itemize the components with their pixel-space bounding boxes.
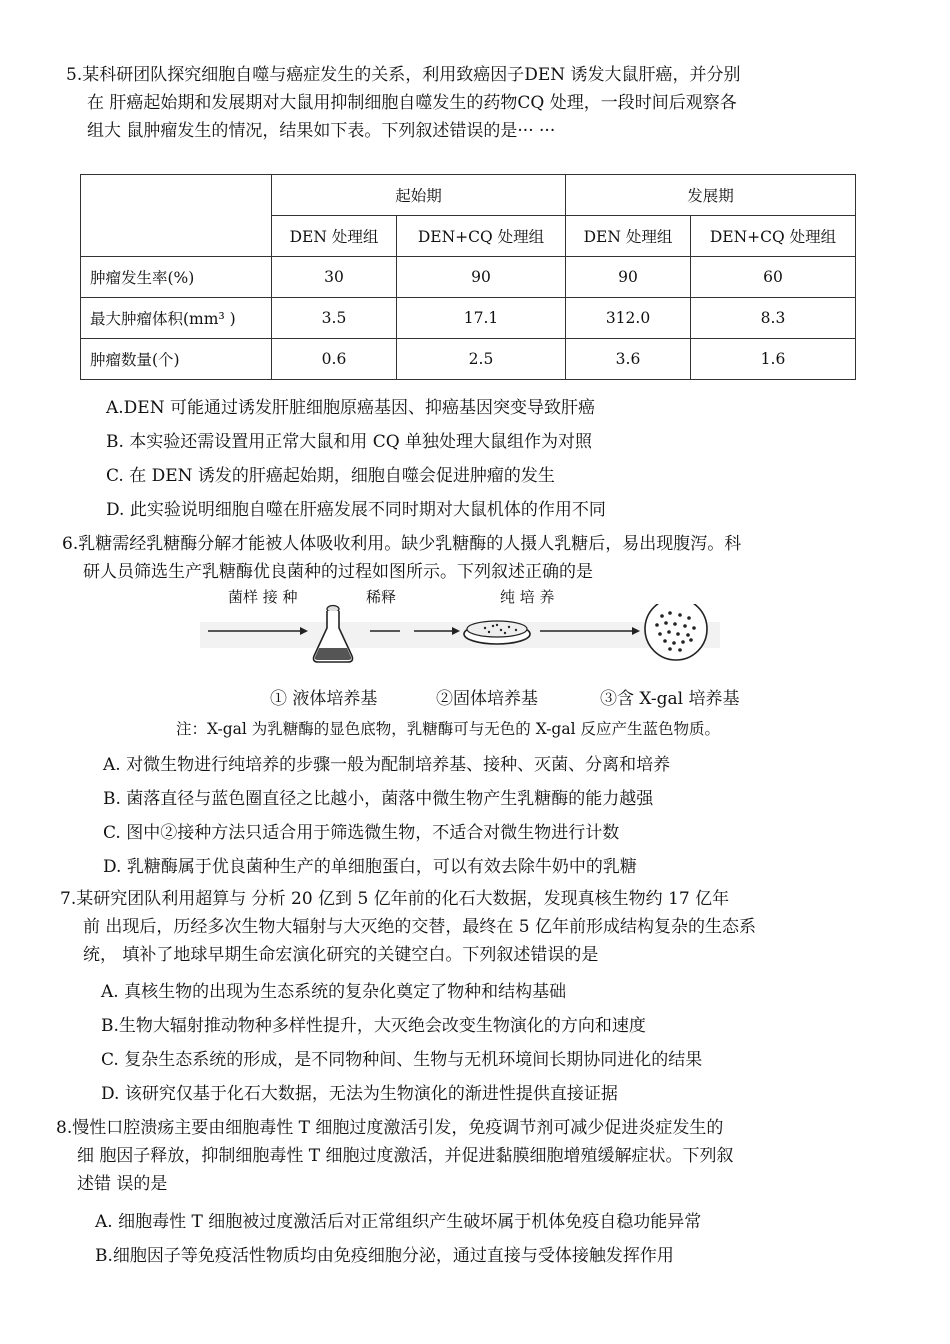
table-row [81,257,856,298]
q8-stem-line-1: 8.慢性口腔溃疡主要由细胞毒性 T 细胞过度激活引发，免疫调节剂可减少促进炎症发生的 [56,1118,724,1138]
table-cell: 30 [272,257,397,298]
figure-step-pure-culture: 纯 培 养 [500,588,555,606]
header-development-period: 发展期 [566,175,856,216]
q6-option-d: D. 乳糖酶属于优良菌种生产的单细胞蛋白，可以有效去除牛奶中的乳糖 [103,857,637,877]
header-group: DEN 处理组 [566,216,691,257]
q7-option-b: B.生物大辐射推动物种多样性提升，大灭绝会改变生物演化的方向和速度 [101,1016,646,1036]
q5-option-c: C. 在 DEN 诱发的肝癌起始期，细胞自噬会促进肿瘤的发生 [106,466,555,486]
table-cell: 312.0 [566,298,691,339]
figure-caption-xgal-medium: ③含 X-gal 培养基 [600,689,740,709]
table-cell: 17.1 [397,298,566,339]
row-label: 最大肿瘤体积(mm³ ) [81,298,272,339]
q8-stem-line-2: 细 胞因子释放，抑制细胞毒性 T 细胞过度激活，并促进黏膜细胞增殖缓解症状。下列叙 [77,1146,734,1166]
header-group: DEN+CQ 处理组 [691,216,856,257]
table-row [81,298,856,339]
q8-option-b: B.细胞因子等免疫活性物质均由免疫细胞分泌，通过直接与受体接触发挥作用 [95,1246,674,1266]
q8-option-a: A. 细胞毒性 T 细胞被过度激活后对正常组织产生破坏属于机体免疫自稳功能异常 [95,1212,702,1232]
table-cell: 0.6 [272,339,397,380]
table-cell: 90 [397,257,566,298]
figure-step-inoculation: 菌样 接 种 [228,588,298,606]
row-label: 肿瘤数量(个) [81,339,272,380]
q6-option-c: C. 图中②接种方法只适合用于筛选微生物，不适合对微生物进行计数 [103,823,620,843]
header-initiation-period: 起始期 [272,175,566,216]
q5-results-table [80,174,856,380]
figure-caption-solid-medium: ②固体培养基 [436,689,538,709]
table-cell: 60 [691,257,856,298]
q6-stem-line-2: 研人员筛选生产乳糖酶优良菌种的过程如图所示。下列叙述正确的是 [83,562,593,582]
table-cell: 3.5 [272,298,397,339]
table-cell: 8.3 [691,298,856,339]
colony-plate-icon [645,604,707,660]
q5-option-d: D. 此实验说明细胞自噬在肝癌发展不同时期对大鼠机体的作用不同 [106,500,606,520]
q7-stem-line-1: 7.某研究团队利用超算与 分析 20 亿到 5 亿年前的化石大数据，发现真核生物约 17 亿年 [60,889,730,909]
q5-stem-line-3: 组大 鼠肿瘤发生的情况，结果如下表。下列叙述错误的是··· ··· [87,121,556,141]
table-cell: 1.6 [691,339,856,380]
q7-stem-line-2: 前 出现后，历经多次生物大辐射与大灭绝的交替，最终在 5 亿年前形成结构复杂的生态系 [83,917,757,937]
q6-option-b: B. 菌落直径与蓝色圈直径之比越小，菌落中微生物产生乳糖酶的能力越强 [103,789,654,809]
q7-option-d: D. 该研究仅基于化石大数据，无法为生物演化的渐进性提供直接证据 [101,1084,618,1104]
q7-option-c: C. 复杂生态系统的形成，是不同物种间、生物与无机环境间长期协同进化的结果 [101,1050,703,1070]
q6-stem-line-1: 6.乳糖需经乳糖酶分解才能被人体吸收利用。缺少乳糖酶的人摄人乳糖后，易出现腹泻。科 [62,534,742,554]
q5-option-a: A.DEN 可能通过诱发肝脏细胞原癌基因、抑癌基因突变导致肝癌 [106,398,595,418]
table-corner-cell [81,175,272,257]
figure-caption-liquid-medium: ① 液体培养基 [270,689,378,709]
q6-figure-note: 注：X-gal 为乳糖酶的显色底物，乳糖酶可与无色的 X-gal 反应产生蓝色物质。 [176,720,720,738]
row-label: 肿瘤发生率(%) [81,257,272,298]
table-row [81,339,856,380]
header-group: DEN+CQ 处理组 [397,216,566,257]
q5-stem-line-2: 在 肝癌起始期和发展期对大鼠用抑制细胞自噬发生的药物CQ 处理，一段时间后观察各 [87,93,737,113]
table-cell: 2.5 [397,339,566,380]
q5-option-b: B. 本实验还需设置用正常大鼠和用 CQ 单独处理大鼠组作为对照 [106,432,593,452]
q6-option-a: A. 对微生物进行纯培养的步骤一般为配制培养基、接种、灭菌、分离和培养 [103,755,671,775]
culture-process-diagram [200,604,720,674]
table-cell: 3.6 [566,339,691,380]
petri-dish-icon [464,621,530,644]
q7-stem-line-3: 统， 填补了地球早期生命宏演化研究的关键空白。下列叙述错误的是 [83,945,599,965]
q7-option-a: A. 真核生物的出现为生态系统的复杂化奠定了物种和结构基础 [101,982,567,1002]
q8-stem-line-3: 述错 误的是 [77,1174,168,1194]
header-group: DEN 处理组 [272,216,397,257]
q5-stem-line-1: 5.某科研团队探究细胞自噬与癌症发生的关系，利用致癌因子DEN 诱发大鼠肝癌，并分别 [66,65,741,85]
table-cell: 90 [566,257,691,298]
figure-step-dilution: 稀释 [366,588,397,606]
